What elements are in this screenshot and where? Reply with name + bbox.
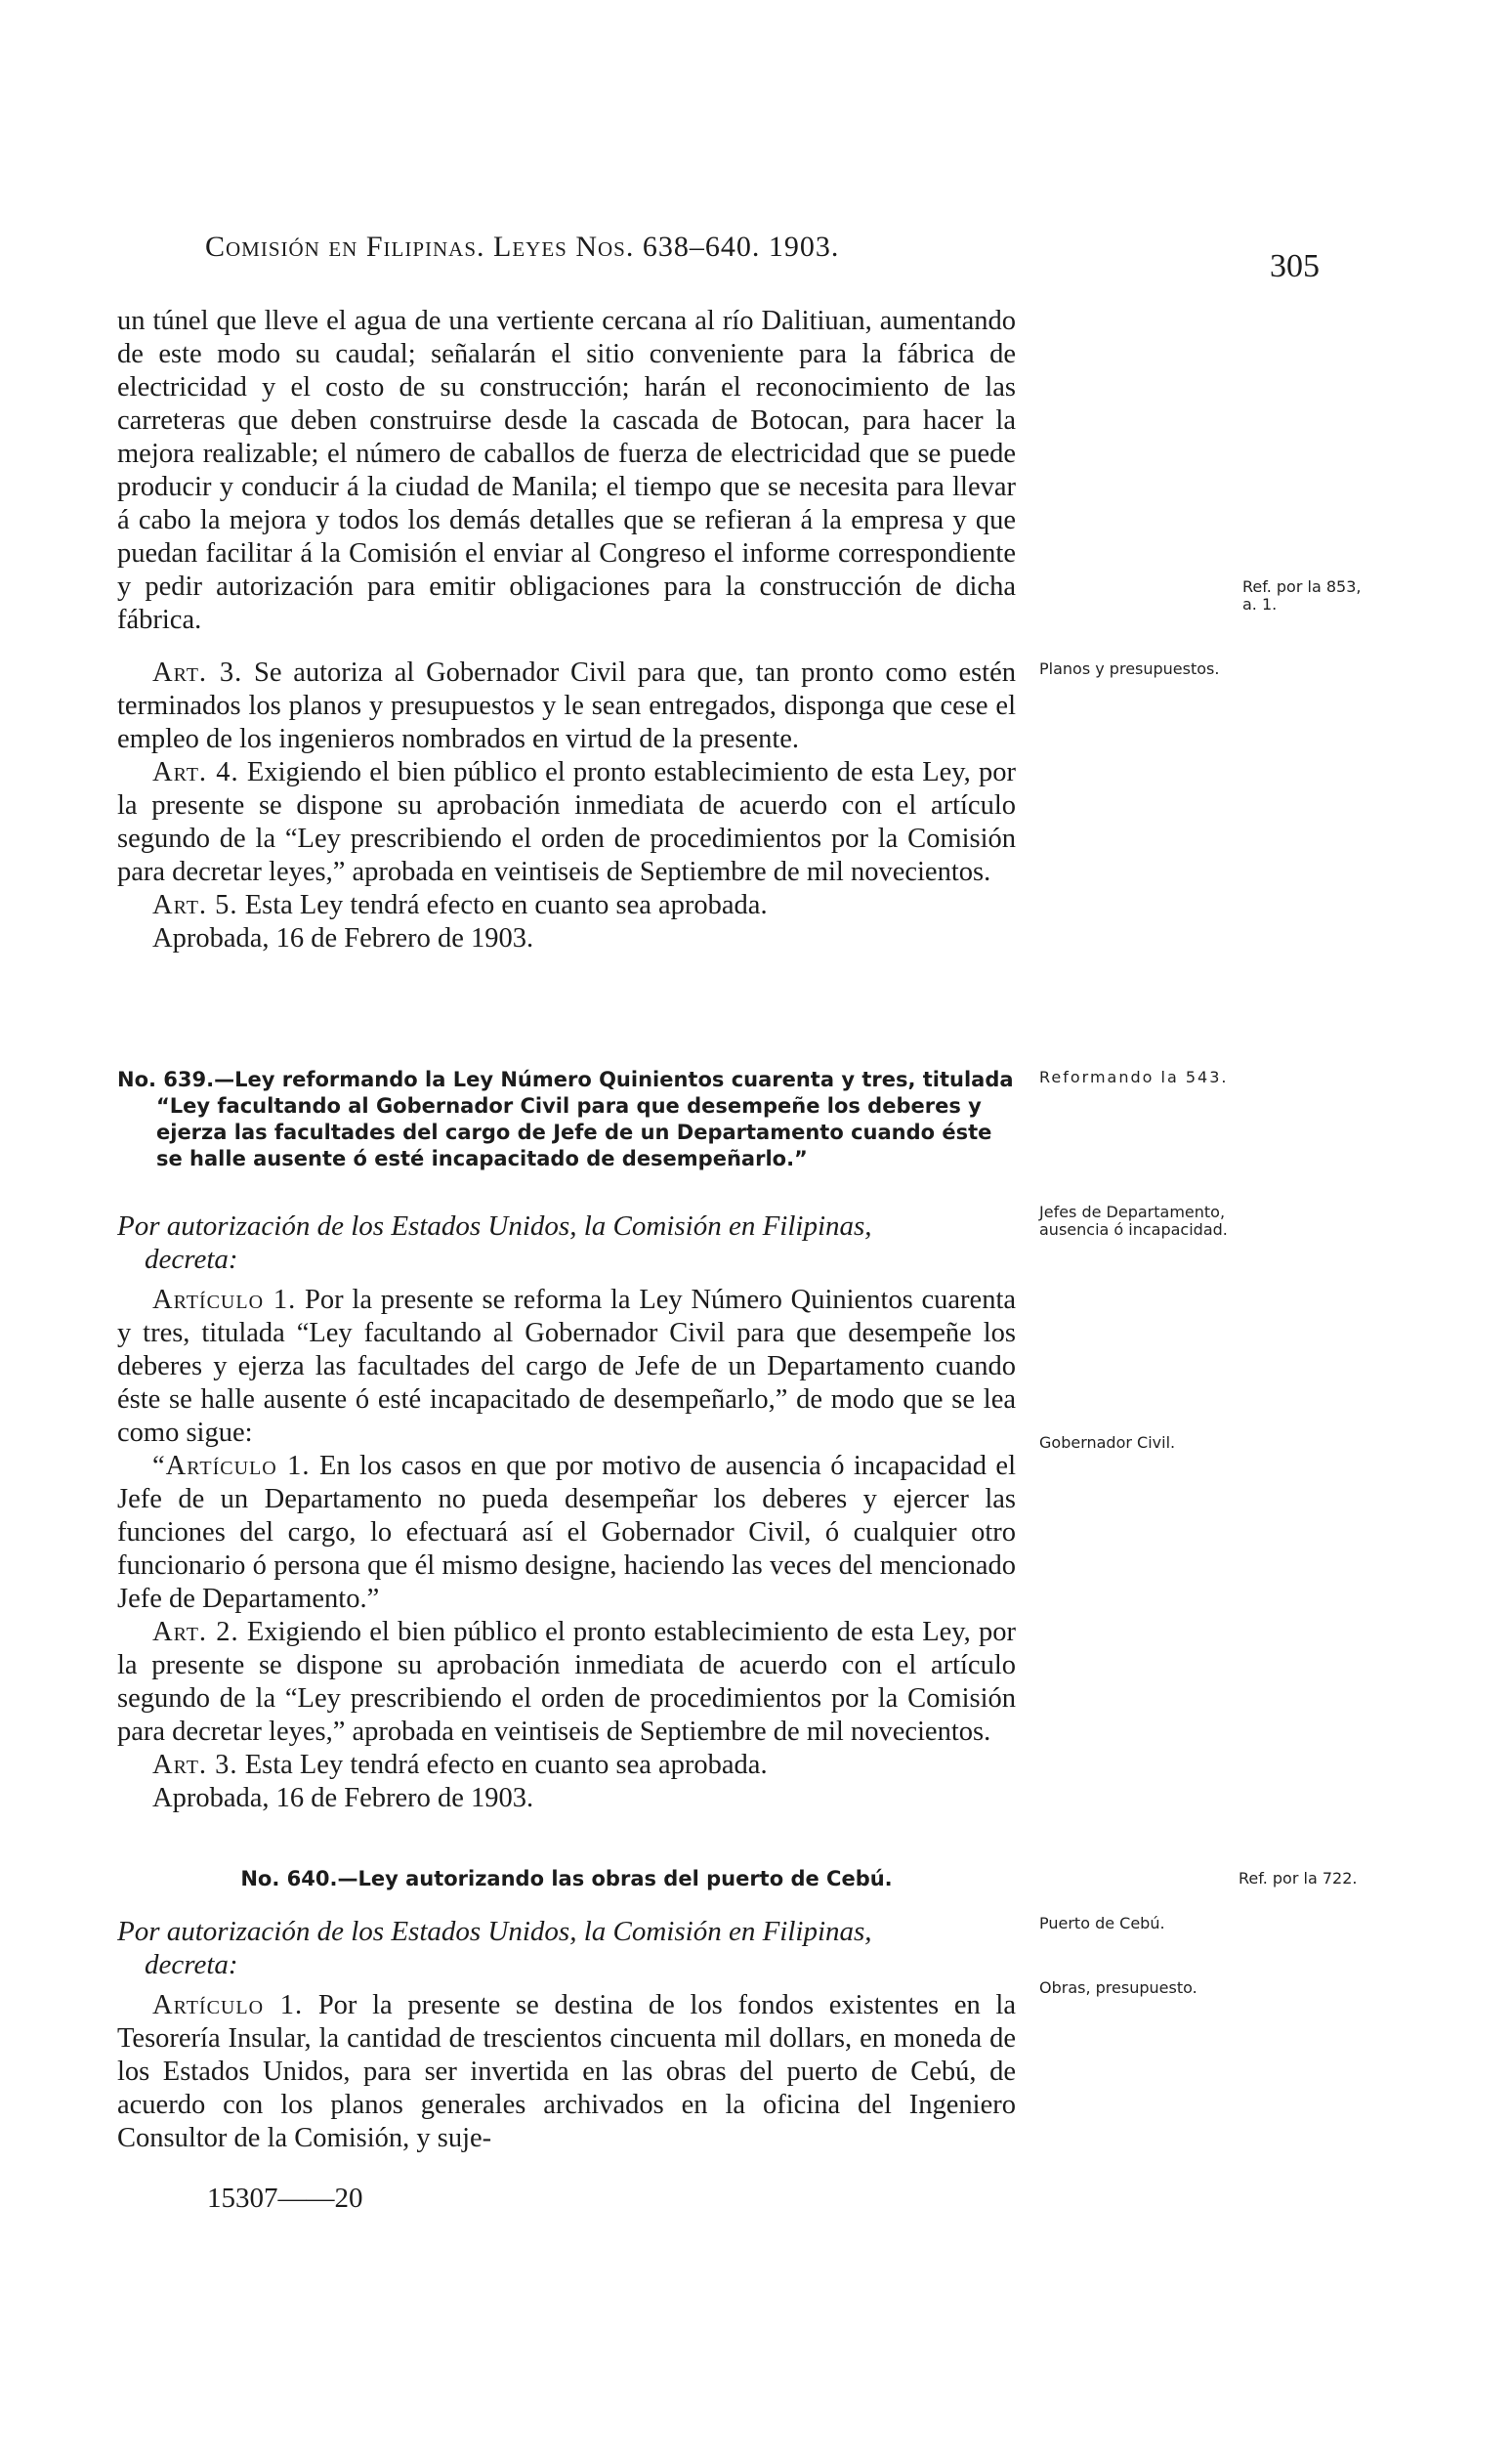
article-3: Art. 3. Esta Ley tendrá efecto en cuanto sea aprobada. (152, 1750, 768, 1780)
decree-line: decreta: (145, 1244, 238, 1275)
article-5 (117, 889, 1016, 922)
margin-note-jefes: Jefes de Departamento, ausencia ó incapacidad. (1039, 1203, 1228, 1239)
paragraph: un túnel que lleve el agua de una vertiente cercana al río Dalitiuan, aumentando de este modo su caudal; señalarán el sitio conveniente para la fábrica de electricidad y el costo de su construcción; harán el reconocimiento de las carreteras que deben construirse desde la cascada de Botocan, para hacer la mejora realizable; el número de caballos de fuerza de electricidad que se puede producir y conducir á la ciudad de Manila; el tiempo que se necesita para llevar á cabo la mejora y todos los demás detalles que se refieran á la empresa y que puedan facilitar á la Comisión el enviar al Congreso el informe correspondiente y pedir autorización para emitir obligaciones para la construcción de dicha fábrica. (117, 306, 1016, 635)
page-number: 305 (1270, 248, 1320, 284)
quoted-article: “Artículo 1. En los casos en que por motivo de ausencia ó incapacidad el Jefe de un Departamento no pueda desempeñar los deberes y ejercer las funciones del cargo, lo efectuará así el Gobernador Civil, ó cualquier otro funcionario ó persona que él mismo designe, haciendo las veces del mencionado Jefe de Departamento.” (117, 1451, 1016, 1614)
article-text: Esta Ley tendrá efecto en cuanto sea aprobada. (244, 890, 768, 920)
margin-note-ref-853: Ref. por la 853, a. 1. (1242, 577, 1362, 614)
margin-note-reformando: Reformando la 543. (1039, 1068, 1229, 1086)
running-head: Comisión en Filipinas. Leyes Nos. 638–640. 1903. (205, 231, 840, 263)
margin-note-gobernador: Gobernador Civil. (1039, 1433, 1176, 1452)
article-text: Exigiendo el bien público el pronto establecimiento de esta Ley, por la presente se dispone su aprobación inmediata de acuerdo con el artículo segundo de la “Ley prescribiendo el orden de procedimientos por la Comisión para decretar leyes,” aprobada en veintiseis de Septiembre de mil novecientos. (117, 757, 1017, 887)
article-3 (117, 657, 1016, 756)
decree-line: Por autorización de los Estados Unidos, la Comisión en Filipinas, (117, 1210, 872, 1242)
article-2: Art. 2. Exigiendo el bien público el pronto establecimiento de esta Ley, por la presente se dispone su aprobación inmediata de acuerdo con el artículo segundo de la “Ley prescribiendo el orden de procedimientos por la Comisión para decretar leyes,” aprobada en veintiseis de Septiembre de mil novecientos. (117, 1617, 1017, 1747)
article-1: Artículo 1. Por la presente se destina de los fondos existentes en la Tesorería Insular, la cantidad de trescientos cincuenta mil dollars, en moneda de los Estados Unidos, para ser invertida en las obras del puerto de Cebú, de acuerdo con los planos generales archivados en la oficina del Ingeniero Consultor de la Comisión, y suje- (117, 1990, 1017, 2153)
approval-date: Aprobada, 16 de Febrero de 1903. (152, 1783, 534, 1813)
margin-note-obras: Obras, presupuesto. (1039, 1978, 1197, 1997)
article-4 (117, 756, 1016, 889)
article-label: Art. 3. (152, 658, 243, 688)
decree-line: decreta: (145, 1949, 238, 1980)
article-label: Art. 4. (152, 757, 239, 787)
approval-date: Aprobada, 16 de Febrero de 1903. (152, 923, 534, 954)
law-640-decree (117, 1915, 1016, 1981)
article-1: Artículo 1. Por la presente se reforma la Ley Número Quinientos cuarenta y tres, titulada “Ley facultando al Gobernador Civil para que desempeñe los deberes y ejerza las facultades del cargo de Jefe de un Departamento cuando éste se halle ausente ó esté incapacitado de desempeñarlo,” de modo que se lea como sigue: (117, 1285, 1017, 1448)
article-label: Art. 5. (152, 890, 238, 920)
law-639-body (117, 1284, 1016, 1815)
margin-note-planos: Planos y presupuestos. (1039, 659, 1220, 678)
margin-note-puerto: Puerto de Cebú. (1039, 1914, 1165, 1932)
law-640-body (117, 1989, 1016, 2155)
article-text: Se autoriza al Gobernador Civil para que, tan pronto como estén terminados los planos y presupuestos y le sean entregados, disponga que cese el empleo de los ingenieros nombrados en virtud de la presente. (117, 658, 1017, 754)
law-638-continuation (117, 305, 1016, 637)
margin-note-ref-722: Ref. por la 722. (1239, 1869, 1358, 1888)
law-639-heading: No. 639.—Ley reformando la Ley Número Quinientos cuarenta y tres, titulada “Ley facultando al Gobernador Civil para que desempeñe los deberes y ejerza las facultades del cargo de Jefe de un Departamento cuando éste se halle ausente ó esté incapacitado de desempeñarlo.” (117, 1068, 1014, 1170)
law-640-heading: No. 640.—Ley autorizando las obras del puerto de Cebú. (240, 1867, 893, 1890)
signature-mark: 15307——20 (207, 2183, 363, 2214)
law-638-articles (117, 657, 1016, 955)
decree-line: Por autorización de los Estados Unidos, la Comisión en Filipinas, (117, 1916, 872, 1947)
law-639-decree (117, 1209, 1016, 1276)
